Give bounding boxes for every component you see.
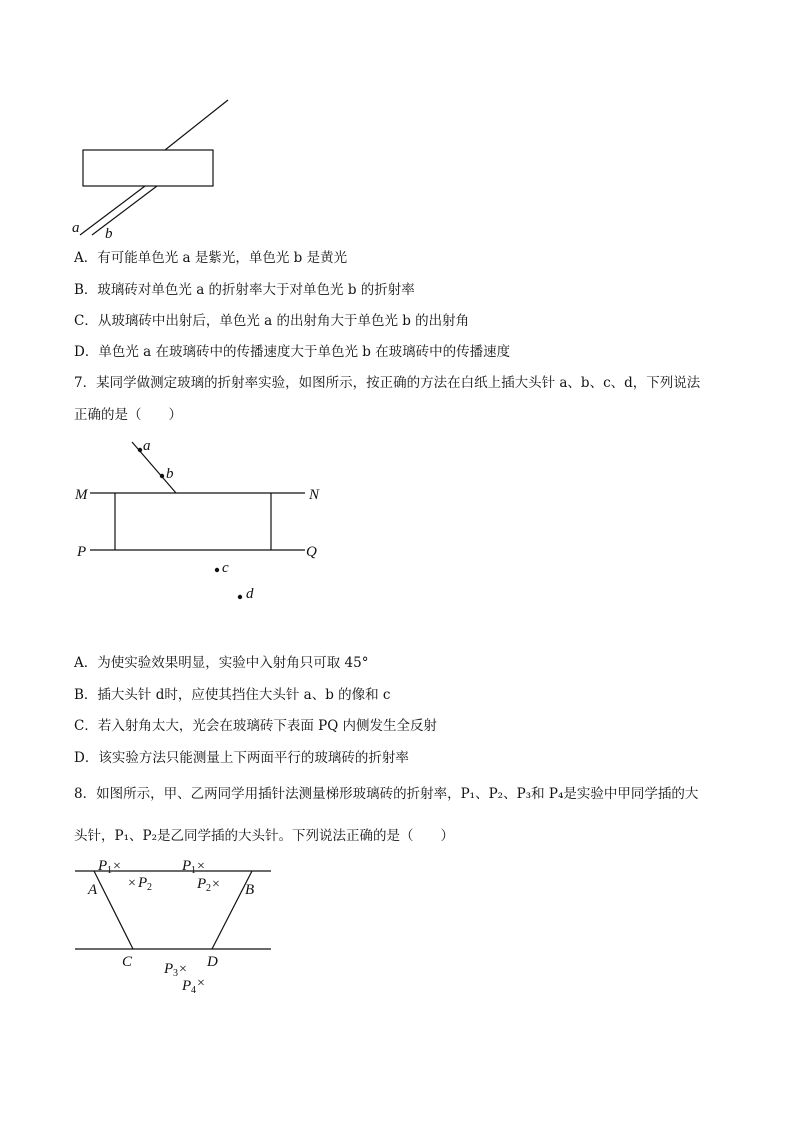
svg-text:1: 1 bbox=[191, 865, 196, 876]
label-a: a bbox=[72, 220, 80, 236]
pin-yi-P2 bbox=[196, 876, 220, 894]
pin-c bbox=[215, 568, 219, 572]
svg-text:×: × bbox=[113, 859, 121, 874]
svg-text:2: 2 bbox=[147, 882, 152, 893]
q6-option-a: A．有可能单色光 a 是紫光，单色光 b 是黄光 bbox=[74, 250, 348, 266]
q7-option-c: C．若入射角太大，光会在玻璃砖下表面 PQ 内侧发生全反射 bbox=[74, 718, 438, 734]
svg-text:2: 2 bbox=[206, 883, 211, 894]
ray-b bbox=[92, 186, 157, 235]
pin-b bbox=[160, 474, 164, 478]
svg-text:1: 1 bbox=[107, 865, 112, 876]
pin-jia-P4 bbox=[181, 976, 205, 996]
svg-text:P: P bbox=[138, 875, 148, 891]
svg-text:P: P bbox=[182, 858, 192, 874]
label-N: N bbox=[309, 487, 320, 503]
figure-trapezoid-block bbox=[70, 852, 290, 1002]
q7-option-d: D．该实验方法只能测量上下两面平行的玻璃砖的折射率 bbox=[74, 750, 409, 766]
figure-refraction-experiment bbox=[70, 430, 340, 610]
pin-a bbox=[138, 448, 142, 452]
label-b: b bbox=[166, 466, 174, 482]
ray-a bbox=[80, 186, 145, 235]
svg-text:P: P bbox=[197, 876, 207, 892]
q6-option-c: C．从玻璃砖中出射后，单色光 a 的出射角大于单色光 b 的出射角 bbox=[74, 313, 470, 329]
label-D: D bbox=[207, 954, 218, 970]
pin-jia-P3 bbox=[163, 961, 187, 979]
q7-option-b: B．插大头针 d时，应使其挡住大头针 a、b 的像和 c bbox=[74, 687, 391, 703]
label-b: b bbox=[105, 226, 113, 242]
svg-text:P: P bbox=[182, 978, 192, 994]
svg-text:P: P bbox=[98, 858, 108, 874]
svg-text:P: P bbox=[164, 961, 174, 977]
label-a: a bbox=[143, 438, 151, 454]
label-Q: Q bbox=[306, 544, 317, 560]
q7-stem-line1: 7．某同学做测定玻璃的折射率实验，如图所示，按正确的方法在白纸上插大头针 a、b、c、d，下列说法 bbox=[74, 375, 701, 391]
label-P: P bbox=[77, 544, 87, 560]
pin-jia-P2 bbox=[128, 875, 152, 893]
q6-option-d: D．单色光 a 在玻璃砖中的传播速度大于单色光 b 在玻璃砖中的传播速度 bbox=[74, 344, 511, 360]
svg-text:×: × bbox=[197, 976, 205, 991]
label-c: c bbox=[222, 560, 229, 576]
pin-yi-P1 bbox=[181, 858, 205, 876]
pin-d bbox=[238, 595, 242, 599]
q6-option-b: B．玻璃砖对单色光 a 的折射率大于对单色光 b 的折射率 bbox=[74, 282, 415, 298]
label-A: A bbox=[88, 882, 98, 898]
q7-stem-line2: 正确的是（ ） bbox=[74, 407, 182, 423]
label-M: M bbox=[75, 487, 88, 503]
label-C: C bbox=[122, 954, 133, 970]
svg-text:×: × bbox=[128, 876, 136, 891]
glass-block bbox=[83, 150, 213, 186]
svg-text:3: 3 bbox=[173, 968, 178, 979]
q8-stem-line2: 头针，P₁、P₂是乙同学插的大头针。下列说法正确的是（ ） bbox=[74, 828, 454, 844]
figure-glass-block-rays bbox=[60, 95, 260, 245]
label-B: B bbox=[245, 882, 255, 898]
svg-text:×: × bbox=[212, 877, 220, 892]
q8-stem-line1: 8．如图所示，甲、乙两同学用插针法测量梯形玻璃砖的折射率，P₁、P₂、P₃和 P₄是实验中甲同学插的大 bbox=[74, 786, 699, 802]
svg-text:×: × bbox=[179, 962, 187, 977]
ray-incident bbox=[165, 100, 228, 150]
label-d: d bbox=[246, 586, 254, 602]
q7-option-a: A．为使实验效果明显，实验中入射角只可取 45° bbox=[74, 655, 369, 671]
svg-text:4: 4 bbox=[191, 985, 196, 996]
svg-text:×: × bbox=[197, 859, 205, 874]
pin-jia-P1 bbox=[97, 858, 121, 876]
